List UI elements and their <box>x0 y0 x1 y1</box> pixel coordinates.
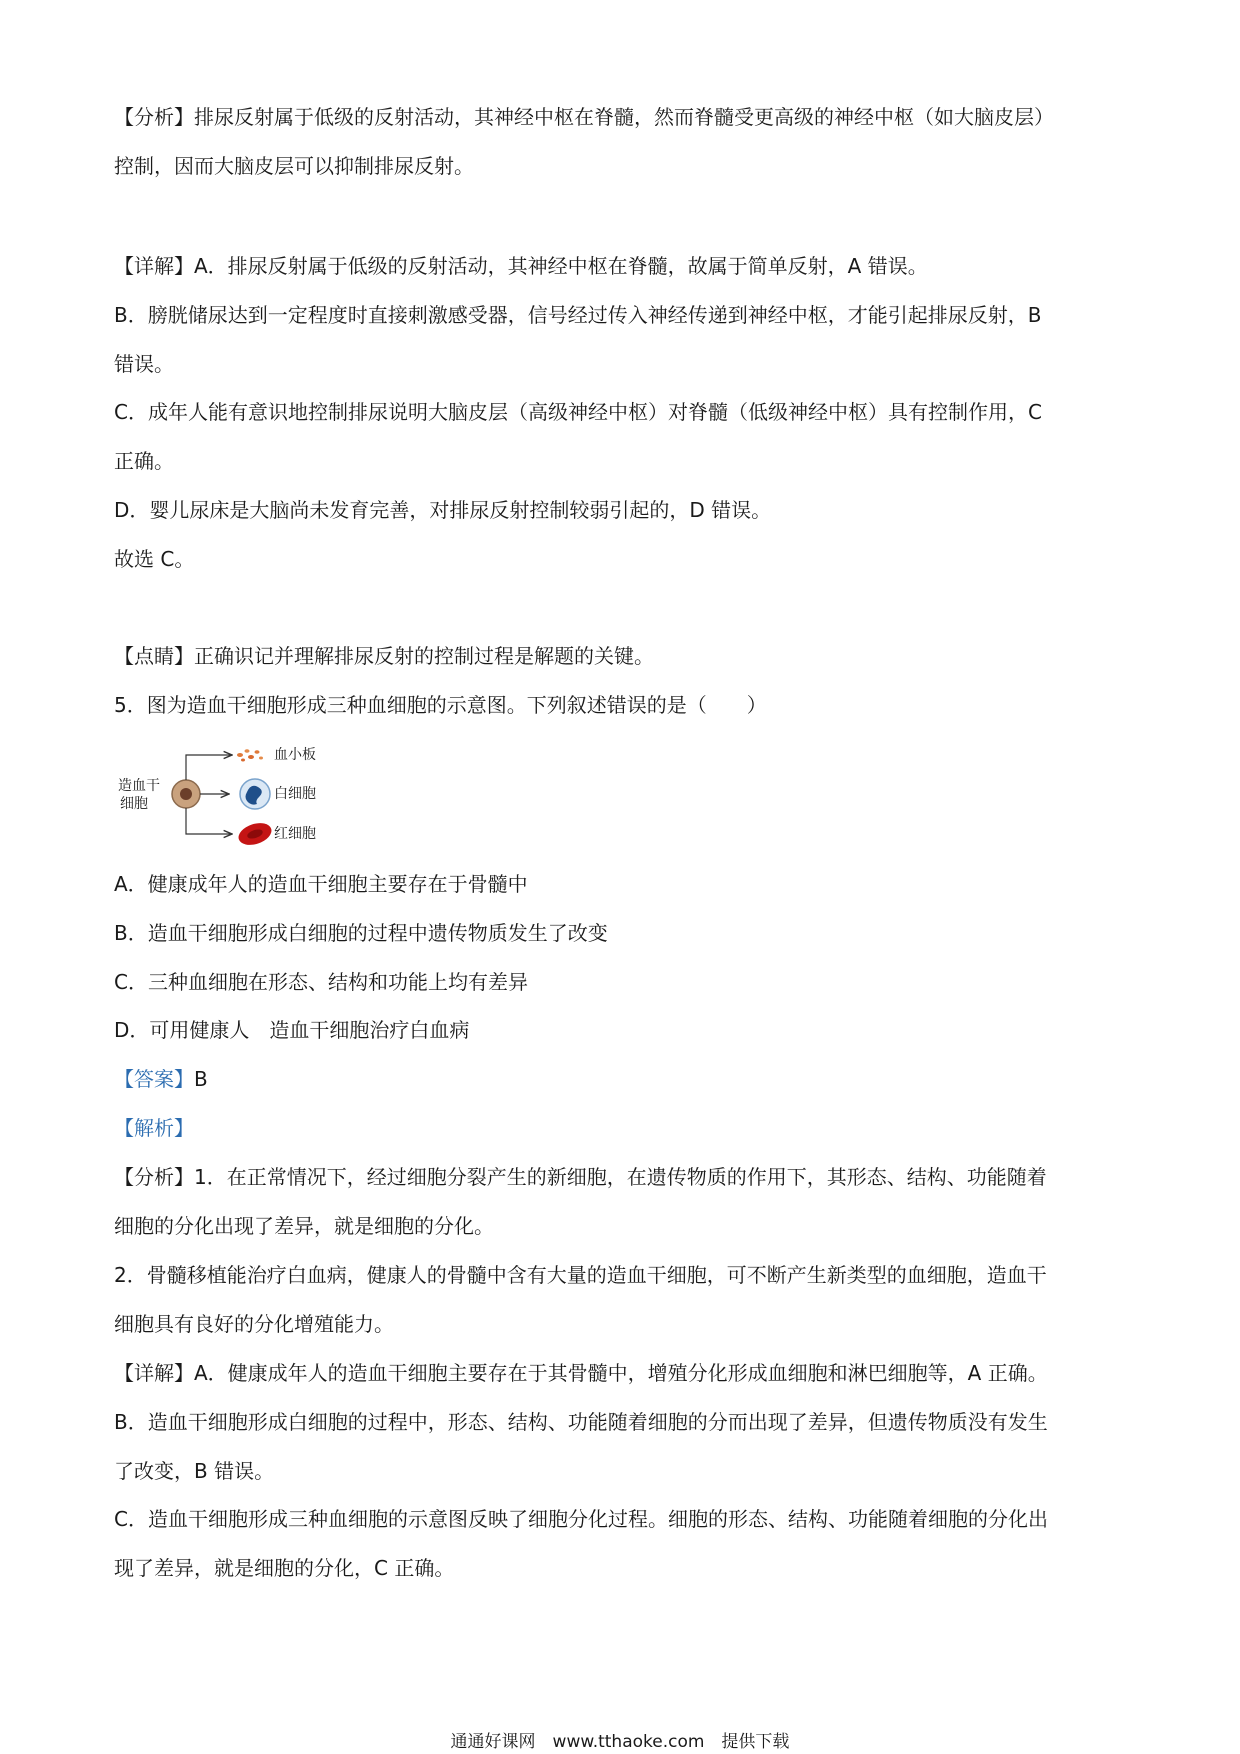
text-line: 2．骨髓移植能治疗白血病，健康人的骨髓中含有大量的造血干细胞，可不断产生新类型的血细胞，造血干 <box>114 1263 1047 1287</box>
wbc-label: 白细胞 <box>274 786 316 802</box>
text-line: 现了差异，就是细胞的分化，C 正确。 <box>114 1556 455 1580</box>
text-line: 控制，因而大脑皮层可以抑制排尿反射。 <box>114 154 474 178</box>
red-blood-cell-icon <box>236 819 275 845</box>
platelet-icon <box>237 749 263 761</box>
option-c: C．三种血细胞在形态、结构和功能上均有差异 <box>114 970 528 994</box>
text-line: 细胞具有良好的分化增殖能力。 <box>114 1312 394 1336</box>
text-line: C．成年人能有意识地控制排尿说明大脑皮层（高级神经中枢）对脊髓（低级神经中枢）具有控制作用，C <box>114 400 1042 424</box>
blood-cell-diagram <box>114 735 344 845</box>
answer-label: 【答案】 <box>114 1067 194 1091</box>
arrow-rbc <box>186 808 232 834</box>
answer-line <box>114 1065 208 1093</box>
stem-cell-nucleus-icon <box>180 788 192 800</box>
text-line: 【详解】A．健康成年人的造血干细胞主要存在于其骨髓中，增殖分化形成血细胞和淋巴细胞等，A 正确。 <box>114 1361 1048 1385</box>
text-line: 【分析】1．在正常情况下，经过细胞分裂产生的新细胞，在遗传物质的作用下，其形态、结构、功能随着 <box>114 1165 1047 1189</box>
text-line: B．造血干细胞形成白细胞的过程中，形态、结构、功能随着细胞的分而出现了差异，但遗传物质没有发生 <box>114 1410 1048 1434</box>
text-line: 错误。 <box>114 352 174 376</box>
text-line: 正确。 <box>114 449 174 473</box>
text-line: 了改变，B 错误。 <box>114 1459 275 1483</box>
text-line: D．婴儿尿床是大脑尚未发育完善，对排尿反射控制较弱引起的，D 错误。 <box>114 498 772 522</box>
text-line: 【分析】排尿反射属于低级的反射活动，其神经中枢在脊髓，然而脊髓受更高级的神经中枢（如大脑皮层） <box>114 105 1054 129</box>
answer-value: B <box>194 1067 208 1091</box>
text-line: 细胞的分化出现了差异，就是细胞的分化。 <box>114 1214 494 1238</box>
option-a: A．健康成年人的造血干细胞主要存在于骨髓中 <box>114 872 528 896</box>
option-d: D．可用健康人 造血干细胞治疗白血病 <box>114 1018 470 1042</box>
arrow-platelet <box>186 755 232 780</box>
text-line: 【点睛】正确识记并理解排尿反射的控制过程是解题的关键。 <box>114 644 654 668</box>
option-b: B．造血干细胞形成白细胞的过程中遗传物质发生了改变 <box>114 921 608 945</box>
analysis-label: 【解析】 <box>114 1116 194 1140</box>
white-blood-cell-icon <box>240 779 270 809</box>
text-line: C．造血干细胞形成三种血细胞的示意图反映了细胞分化过程。细胞的形态、结构、功能随着细胞的分化出 <box>114 1507 1048 1531</box>
stem-cell-label: 造血干 <box>118 778 160 794</box>
stem-cell-label: 细胞 <box>120 796 148 812</box>
text-line: 【详解】A．排尿反射属于低级的反射活动，其神经中枢在脊髓，故属于简单反射，A 错误。 <box>114 254 928 278</box>
text-line: 故选 C。 <box>114 547 195 571</box>
page-footer: 通通好课网 www.tthaoke.com 提供下载 <box>450 1732 790 1752</box>
platelet-label: 血小板 <box>274 747 316 763</box>
question-title: 5．图为造血干细胞形成三种血细胞的示意图。下列叙述错误的是（ ） <box>114 693 767 717</box>
rbc-label: 红细胞 <box>274 826 316 842</box>
text-line: B．膀胱储尿达到一定程度时直接刺激感受器，信号经过传入神经传递到神经中枢，才能引起排尿反射，B <box>114 303 1042 327</box>
